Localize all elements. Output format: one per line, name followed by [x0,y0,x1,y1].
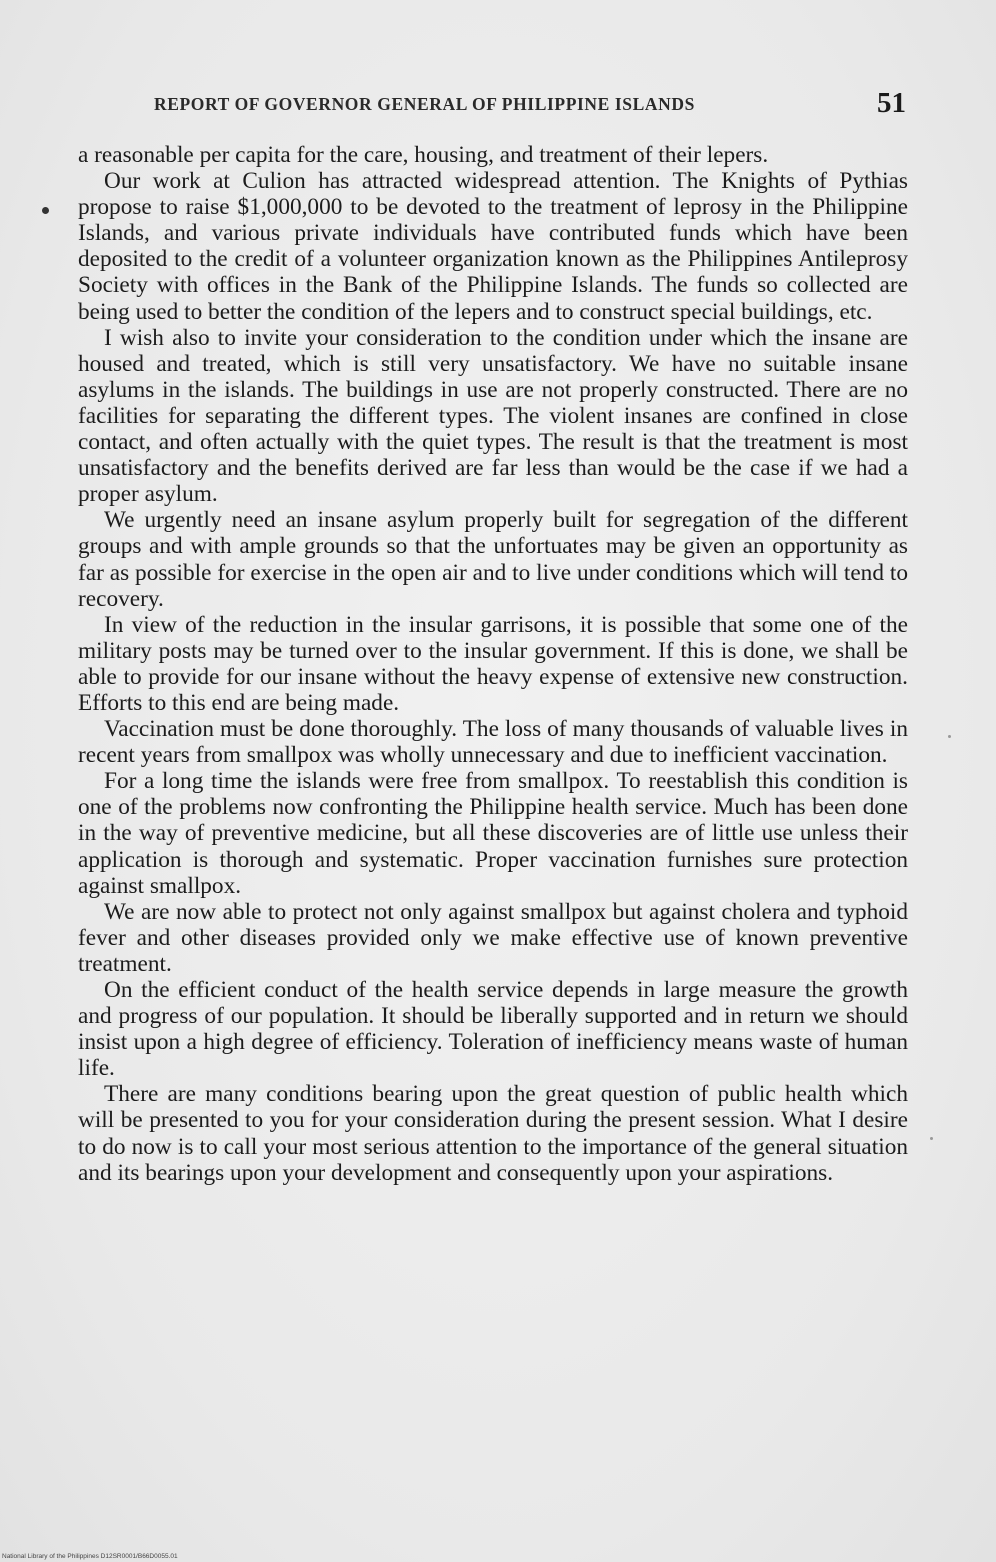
body-text [78,142,908,1186]
stray-speck [948,735,951,738]
paragraph-military-posts: In view of the reduction in the insular garrisons, it is possible that some one of the military posts may be turned over to the insular government. If this is done, we shall be able to provide for our insane without the heavy expense of extensive new construction. Efforts to this end are being made. [78,611,908,716]
paragraph-vaccination: Vaccination must be done thoroughly. The loss of many thousands of valuable lives in recent years from smallpox was wholly unnecessary and due to inefficient vaccination. [78,716,908,769]
running-head: REPORT OF GOVERNOR GENERAL OF PHILIPPINE ISLANDS [154,94,695,114]
paragraph-cholera-typhoid: We are now able to protect not only against smallpox but against cholera and typhoid fever and other diseases provided only we make effective use of known preventive treatment. [78,898,908,977]
paragraph-health-service: On the efficient conduct of the health service depends in large measure the growth and progress of our population. It should be liberally supported and in return we should insist upon a high degree of efficiency. Toleration of inefficiency means waste of human life. [78,977,908,1082]
page-header [150,86,906,122]
page-number: 51 [877,87,906,119]
paragraph-insane-conditions: I wish also to invite your consideration to the condition under which the insane are housed and treated, which is still very unsatisfactory. We have no suitable insane asylums in the islands. The buildings in use are not properly constructed. There are no facilities for separating the different types. The violent insanes are confined in close contact, and often actually with the quiet types. The result is that the treatment is most unsatisfactory and the benefits derived are far less than would be the case if we had a proper asylum. [78,324,908,508]
paragraph-smallpox-free: For a long time the islands were free from smallpox. To reestablish this condition is one of the problems now confronting the Philippine health service. Much has been done in the way of preventive medicine, but all these discoveries are of little use unless their application is thorough and systematic. Proper vaccination furnishes sure protection against smallpox. [78,768,908,899]
paragraph-lepers-per-capita: a reasonable per capita for the care, housing, and treatment of their lepers. [78,142,769,168]
paragraph-culion-work: Our work at Culion has attracted widespread attention. The Knights of Pythias propose to raise $1,000,000 to be devoted to the treatment of leprosy in the Philippine Islands, and various private individuals have contributed funds which have been deposited to the credit of a volunteer organization known as the Philippines Antileprosy Society with offices in the Bank of the Philippine Islands. The funds so collected are being used to better the condition of the lepers and to construct special buildings, etc. [78,168,908,325]
paragraph-insane-asylum-need: We urgently need an insane asylum properly built for segregation of the different groups and with ample grounds so that the unfortuates may be given an opportunity as far as possible for exercise in the open air and to live under conditions which will tend to recovery. [78,507,908,612]
paragraph-public-health-conclusion: There are many conditions bearing upon the great question of public health which will be presented to you for your consideration during the present session. What I desire to do now is to call your most serious attention to the importance of the general situation and its bearings upon your development and consequently upon your aspirations. [78,1081,908,1186]
library-credit: National Library of the Philippines D12SR0001/B66D0055.01 [2,1553,178,1560]
margin-bullet-mark [42,207,49,214]
stray-speck [930,1137,933,1140]
